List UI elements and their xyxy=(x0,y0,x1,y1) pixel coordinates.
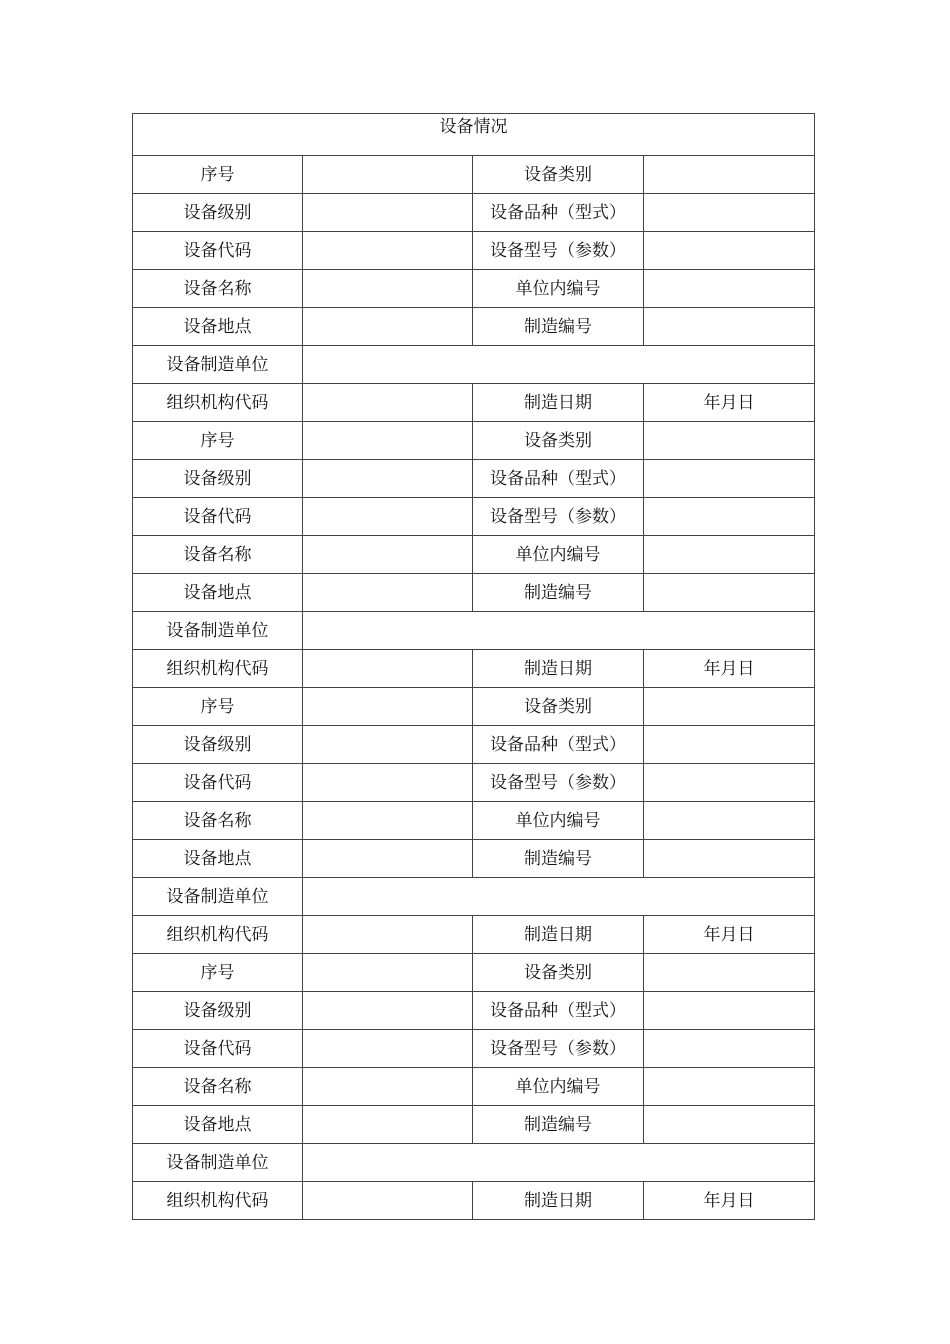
field-value[interactable] xyxy=(303,1068,473,1106)
field-label: 设备代码 xyxy=(133,1030,303,1068)
field-value[interactable] xyxy=(303,840,473,878)
field-value[interactable]: 年月日 xyxy=(644,1182,815,1220)
field-label: 组织机构代码 xyxy=(133,650,303,688)
field-label: 设备制造单位 xyxy=(133,346,303,384)
field-label: 制造日期 xyxy=(473,650,644,688)
field-label: 设备类别 xyxy=(473,688,644,726)
field-value[interactable] xyxy=(644,992,815,1030)
field-label: 设备类别 xyxy=(473,422,644,460)
field-value[interactable] xyxy=(303,650,473,688)
field-label: 单位内编号 xyxy=(473,536,644,574)
field-label: 制造日期 xyxy=(473,384,644,422)
field-value[interactable] xyxy=(303,422,473,460)
field-value-wide[interactable] xyxy=(303,878,815,916)
field-value[interactable]: 年月日 xyxy=(644,650,815,688)
table-row xyxy=(133,650,815,688)
table-row xyxy=(133,1068,815,1106)
equipment-status-table xyxy=(132,113,815,1220)
field-value[interactable] xyxy=(303,954,473,992)
field-value[interactable] xyxy=(644,688,815,726)
field-label: 单位内编号 xyxy=(473,1068,644,1106)
field-value[interactable] xyxy=(644,156,815,194)
field-value[interactable] xyxy=(644,1030,815,1068)
field-value[interactable] xyxy=(303,308,473,346)
table-row xyxy=(133,574,815,612)
field-value[interactable] xyxy=(644,232,815,270)
field-value[interactable] xyxy=(303,802,473,840)
table-row xyxy=(133,954,815,992)
field-value[interactable] xyxy=(303,194,473,232)
field-value[interactable] xyxy=(644,802,815,840)
field-label: 组织机构代码 xyxy=(133,1182,303,1220)
field-value[interactable] xyxy=(303,384,473,422)
field-value[interactable] xyxy=(644,574,815,612)
field-value[interactable] xyxy=(303,1030,473,1068)
field-label: 设备品种（型式） xyxy=(473,992,644,1030)
field-value[interactable] xyxy=(644,954,815,992)
equipment-table-body xyxy=(133,114,815,1220)
field-label: 设备代码 xyxy=(133,232,303,270)
equipment-form-sheet xyxy=(132,113,814,1220)
field-label: 序号 xyxy=(133,688,303,726)
field-value[interactable] xyxy=(303,1106,473,1144)
field-value-wide[interactable] xyxy=(303,346,815,384)
field-value[interactable] xyxy=(644,1106,815,1144)
field-value[interactable] xyxy=(303,270,473,308)
field-label: 组织机构代码 xyxy=(133,384,303,422)
table-row xyxy=(133,840,815,878)
field-label: 设备级别 xyxy=(133,992,303,1030)
field-value-wide[interactable] xyxy=(303,612,815,650)
field-label: 制造编号 xyxy=(473,840,644,878)
field-value[interactable] xyxy=(303,498,473,536)
table-row xyxy=(133,156,815,194)
field-value[interactable] xyxy=(644,270,815,308)
table-row xyxy=(133,346,815,384)
field-value[interactable] xyxy=(644,422,815,460)
field-value[interactable]: 年月日 xyxy=(644,384,815,422)
field-value[interactable] xyxy=(303,726,473,764)
field-label: 设备级别 xyxy=(133,194,303,232)
field-label: 设备制造单位 xyxy=(133,1144,303,1182)
table-row xyxy=(133,878,815,916)
field-label: 设备品种（型式） xyxy=(473,726,644,764)
table-row xyxy=(133,460,815,498)
table-row xyxy=(133,1106,815,1144)
field-label: 设备型号（参数） xyxy=(473,232,644,270)
table-row xyxy=(133,764,815,802)
table-row xyxy=(133,802,815,840)
field-label: 设备地点 xyxy=(133,308,303,346)
field-value[interactable] xyxy=(644,726,815,764)
field-value[interactable] xyxy=(644,840,815,878)
field-label: 设备品种（型式） xyxy=(473,194,644,232)
table-row xyxy=(133,536,815,574)
field-label: 设备地点 xyxy=(133,1106,303,1144)
field-label: 设备地点 xyxy=(133,574,303,612)
field-value[interactable] xyxy=(644,308,815,346)
field-value[interactable] xyxy=(303,574,473,612)
field-value[interactable] xyxy=(303,156,473,194)
field-label: 设备名称 xyxy=(133,1068,303,1106)
field-label: 制造编号 xyxy=(473,574,644,612)
table-row xyxy=(133,1182,815,1220)
field-label: 设备型号（参数） xyxy=(473,764,644,802)
field-label: 设备代码 xyxy=(133,764,303,802)
table-row xyxy=(133,270,815,308)
table-row xyxy=(133,688,815,726)
table-row xyxy=(133,384,815,422)
field-label: 设备地点 xyxy=(133,840,303,878)
field-label: 设备级别 xyxy=(133,726,303,764)
table-row xyxy=(133,1030,815,1068)
table-row xyxy=(133,612,815,650)
field-label: 制造日期 xyxy=(473,916,644,954)
field-value-wide[interactable] xyxy=(303,1144,815,1182)
table-title-row xyxy=(133,114,815,156)
field-label: 设备制造单位 xyxy=(133,878,303,916)
field-value[interactable] xyxy=(644,764,815,802)
field-value[interactable] xyxy=(303,460,473,498)
field-label: 设备制造单位 xyxy=(133,612,303,650)
field-value[interactable] xyxy=(303,764,473,802)
field-label: 制造日期 xyxy=(473,1182,644,1220)
field-label: 序号 xyxy=(133,422,303,460)
field-label: 设备代码 xyxy=(133,498,303,536)
field-value[interactable]: 年月日 xyxy=(644,916,815,954)
field-label: 设备级别 xyxy=(133,460,303,498)
table-row xyxy=(133,498,815,536)
field-label: 设备类别 xyxy=(473,156,644,194)
table-row xyxy=(133,726,815,764)
table-row xyxy=(133,308,815,346)
field-value[interactable] xyxy=(303,916,473,954)
field-value[interactable] xyxy=(644,536,815,574)
table-title: 设备情况 xyxy=(133,114,815,156)
field-label: 单位内编号 xyxy=(473,270,644,308)
field-label: 设备名称 xyxy=(133,270,303,308)
field-label: 设备品种（型式） xyxy=(473,460,644,498)
table-row xyxy=(133,992,815,1030)
field-label: 制造编号 xyxy=(473,308,644,346)
field-value[interactable] xyxy=(644,498,815,536)
field-label: 序号 xyxy=(133,156,303,194)
field-value[interactable] xyxy=(644,1068,815,1106)
table-row xyxy=(133,916,815,954)
table-row xyxy=(133,422,815,460)
field-label: 制造编号 xyxy=(473,1106,644,1144)
field-value[interactable] xyxy=(303,688,473,726)
field-label: 组织机构代码 xyxy=(133,916,303,954)
field-label: 设备型号（参数） xyxy=(473,498,644,536)
table-row xyxy=(133,1144,815,1182)
field-label: 设备类别 xyxy=(473,954,644,992)
field-value[interactable] xyxy=(644,460,815,498)
field-value[interactable] xyxy=(303,992,473,1030)
field-label: 序号 xyxy=(133,954,303,992)
table-row xyxy=(133,232,815,270)
field-label: 设备型号（参数） xyxy=(473,1030,644,1068)
field-label: 设备名称 xyxy=(133,802,303,840)
field-value[interactable] xyxy=(644,194,815,232)
table-row xyxy=(133,194,815,232)
field-label: 设备名称 xyxy=(133,536,303,574)
field-value[interactable] xyxy=(303,232,473,270)
field-label: 单位内编号 xyxy=(473,802,644,840)
field-value[interactable] xyxy=(303,1182,473,1220)
field-value[interactable] xyxy=(303,536,473,574)
